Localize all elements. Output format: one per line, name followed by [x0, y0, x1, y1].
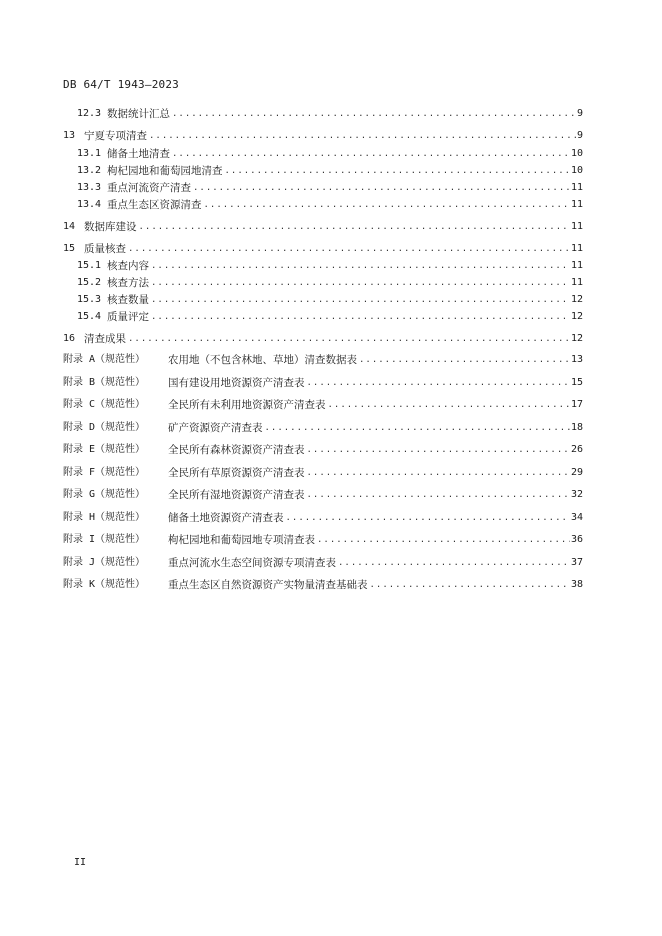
- toc-entry-title: 质量评定: [107, 311, 149, 323]
- toc-entry-title: 数据统计汇总: [107, 108, 170, 120]
- toc-entry[interactable]: [63, 128, 583, 144]
- toc-entry-number: 附录 D（规范性）: [63, 422, 146, 433]
- toc-entry-page: 15: [570, 377, 583, 388]
- toc-leader-dots: [307, 487, 570, 503]
- toc-entry-title: 重点河流资产清查: [107, 182, 191, 194]
- toc-entry-number: 15.3: [77, 294, 102, 305]
- toc-entry[interactable]: [63, 106, 583, 122]
- toc-entry-title: 枸杞园地和葡萄园地专项清查表: [168, 534, 315, 546]
- toc-leader-dots: [286, 510, 570, 526]
- toc-entry-title: 储备土地清查: [107, 148, 170, 160]
- toc-entry-number: 附录 B（规范性）: [63, 377, 146, 388]
- toc-entry-page: 12: [570, 294, 583, 305]
- toc-entry[interactable]: [63, 146, 583, 162]
- toc-entry-title: 全民所有草原资源资产清查表: [168, 467, 305, 479]
- toc-entry-title: 宁夏专项清查: [84, 130, 147, 142]
- toc-entry-page: 10: [570, 165, 583, 176]
- toc-entry[interactable]: [63, 163, 583, 179]
- toc-leader-dots: [193, 180, 570, 196]
- toc-entry-number: 13: [63, 130, 76, 141]
- toc-entry-number: 13.3: [77, 182, 102, 193]
- toc-entry-title: 重点生态区资源清查: [107, 199, 202, 211]
- toc-entry-number: 16: [63, 333, 76, 344]
- toc-entry[interactable]: [63, 197, 583, 213]
- toc-entry-number: 附录 A（规范性）: [63, 354, 146, 365]
- toc-leader-dots: [225, 163, 570, 179]
- toc-leader-dots: [307, 375, 570, 391]
- toc-entry-number: 附录 I（规范性）: [63, 534, 146, 545]
- toc-leader-dots: [317, 532, 570, 548]
- toc-entry-title: 枸杞园地和葡萄园地清查: [107, 165, 223, 177]
- toc-entry-number: 12.3: [77, 108, 102, 119]
- toc-leader-dots: [151, 275, 570, 291]
- toc-appendix-entry[interactable]: [63, 375, 583, 391]
- toc-appendix-entry[interactable]: [63, 487, 583, 503]
- toc-entry-title: 核查方法: [107, 277, 149, 289]
- toc-entry-page: 11: [570, 182, 583, 193]
- toc-leader-dots: [328, 397, 570, 413]
- toc-entry-page: 32: [570, 489, 583, 500]
- toc-entry-page: 36: [570, 534, 583, 545]
- toc-entry-number: 附录 F（规范性）: [63, 467, 146, 478]
- toc-leader-dots: [338, 555, 570, 571]
- toc-entry-page: 18: [570, 422, 583, 433]
- toc-leader-dots: [307, 442, 570, 458]
- toc-entry-page: 13: [570, 354, 583, 365]
- toc-entry[interactable]: [63, 180, 583, 196]
- toc-entry-page: 12: [570, 333, 583, 344]
- toc-entry[interactable]: [63, 241, 583, 257]
- toc-entry-title: 全民所有湿地资源资产清查表: [168, 489, 305, 501]
- toc-entry-page: 29: [570, 467, 583, 478]
- toc-entry-title: 核查内容: [107, 260, 149, 272]
- toc-leader-dots: [139, 219, 570, 235]
- toc-leader-dots: [307, 465, 570, 481]
- toc-entry[interactable]: [63, 331, 583, 347]
- toc-entry-title: 全民所有未利用地资源资产清查表: [168, 399, 326, 411]
- toc-entry-number: 15: [63, 243, 76, 254]
- toc-appendix-entry[interactable]: [63, 352, 583, 368]
- toc-entry-page: 38: [570, 579, 583, 590]
- toc-appendix-entry[interactable]: [63, 555, 583, 571]
- toc-entry-number: 14: [63, 221, 76, 232]
- toc-leader-dots: [151, 258, 570, 274]
- toc-entry-title: 重点河流水生态空间资源专项清查表: [168, 557, 336, 569]
- toc-appendix-entry[interactable]: [63, 577, 583, 593]
- toc-entry[interactable]: [63, 309, 583, 325]
- toc-entry-title: 重点生态区自然资源资产实物量清查基础表: [168, 579, 368, 591]
- toc-entry[interactable]: [63, 219, 583, 235]
- toc-entry-page: 26: [570, 444, 583, 455]
- toc-appendix-entry[interactable]: [63, 465, 583, 481]
- toc-entry[interactable]: [63, 258, 583, 274]
- toc-entry-title: 质量核查: [84, 243, 126, 255]
- toc-entry-title: 数据库建设: [84, 221, 137, 233]
- toc-leader-dots: [128, 241, 570, 257]
- toc-entry-title: 全民所有森林资源资产清查表: [168, 444, 305, 456]
- toc-leader-dots: [149, 128, 576, 144]
- toc-entry-page: 37: [570, 557, 583, 568]
- toc-entry-title: 矿产资源资产清查表: [168, 422, 263, 434]
- toc-entry-number: 13.2: [77, 165, 102, 176]
- toc-entry-page: 11: [570, 277, 583, 288]
- toc-entry-number: 附录 E（规范性）: [63, 444, 146, 455]
- toc-appendix-entry[interactable]: [63, 510, 583, 526]
- toc-entry-title: 清查成果: [84, 333, 126, 345]
- toc-leader-dots: [151, 292, 570, 308]
- toc-entry[interactable]: [63, 275, 583, 291]
- toc-entry-page: 10: [570, 148, 583, 159]
- toc-leader-dots: [151, 309, 570, 325]
- toc-entry[interactable]: [63, 292, 583, 308]
- toc-leader-dots: [265, 420, 570, 436]
- toc-entry-page: 11: [570, 221, 583, 232]
- toc-leader-dots: [128, 331, 570, 347]
- toc-entry-number: 13.4: [77, 199, 102, 210]
- toc-entry-number: 附录 K（规范性）: [63, 579, 146, 590]
- toc-entry-title: 储备土地资源资产清查表: [168, 512, 284, 524]
- toc-leader-dots: [204, 197, 570, 213]
- toc-leader-dots: [359, 352, 570, 368]
- toc-entry-number: 附录 J（规范性）: [63, 557, 146, 568]
- toc-entry-page: 11: [570, 260, 583, 271]
- toc-appendix-entry[interactable]: [63, 442, 583, 458]
- toc-entry-number: 15.1: [77, 260, 102, 271]
- toc-entry-number: 附录 C（规范性）: [63, 399, 146, 410]
- toc-entry-number: 附录 G（规范性）: [63, 489, 146, 500]
- toc-leader-dots: [172, 106, 576, 122]
- toc-appendix-entry[interactable]: [63, 397, 583, 413]
- document-code: DB 64/T 1943—2023: [63, 78, 179, 91]
- toc-entry-title: 核查数量: [107, 294, 149, 306]
- toc-leader-dots: [370, 577, 570, 593]
- toc-entry-page: 9: [576, 130, 583, 141]
- toc-entry-number: 13.1: [77, 148, 102, 159]
- toc-entry-title: 国有建设用地资源资产清查表: [168, 377, 305, 389]
- toc-entry-page: 11: [570, 243, 583, 254]
- toc-entry-title: 农用地（不包含林地、草地）清查数据表: [168, 354, 357, 366]
- toc-entry-page: 12: [570, 311, 583, 322]
- toc-appendix-entry[interactable]: [63, 532, 583, 548]
- toc-entry-page: 9: [576, 108, 583, 119]
- toc-entry-number: 附录 H（规范性）: [63, 512, 146, 523]
- toc-entry-number: 15.4: [77, 311, 102, 322]
- toc-entry-page: 34: [570, 512, 583, 523]
- page-number: II: [74, 857, 87, 868]
- toc-leader-dots: [172, 146, 570, 162]
- toc-entry-page: 11: [570, 199, 583, 210]
- toc-entry-number: 15.2: [77, 277, 102, 288]
- toc-appendix-entry[interactable]: [63, 420, 583, 436]
- toc-entry-page: 17: [570, 399, 583, 410]
